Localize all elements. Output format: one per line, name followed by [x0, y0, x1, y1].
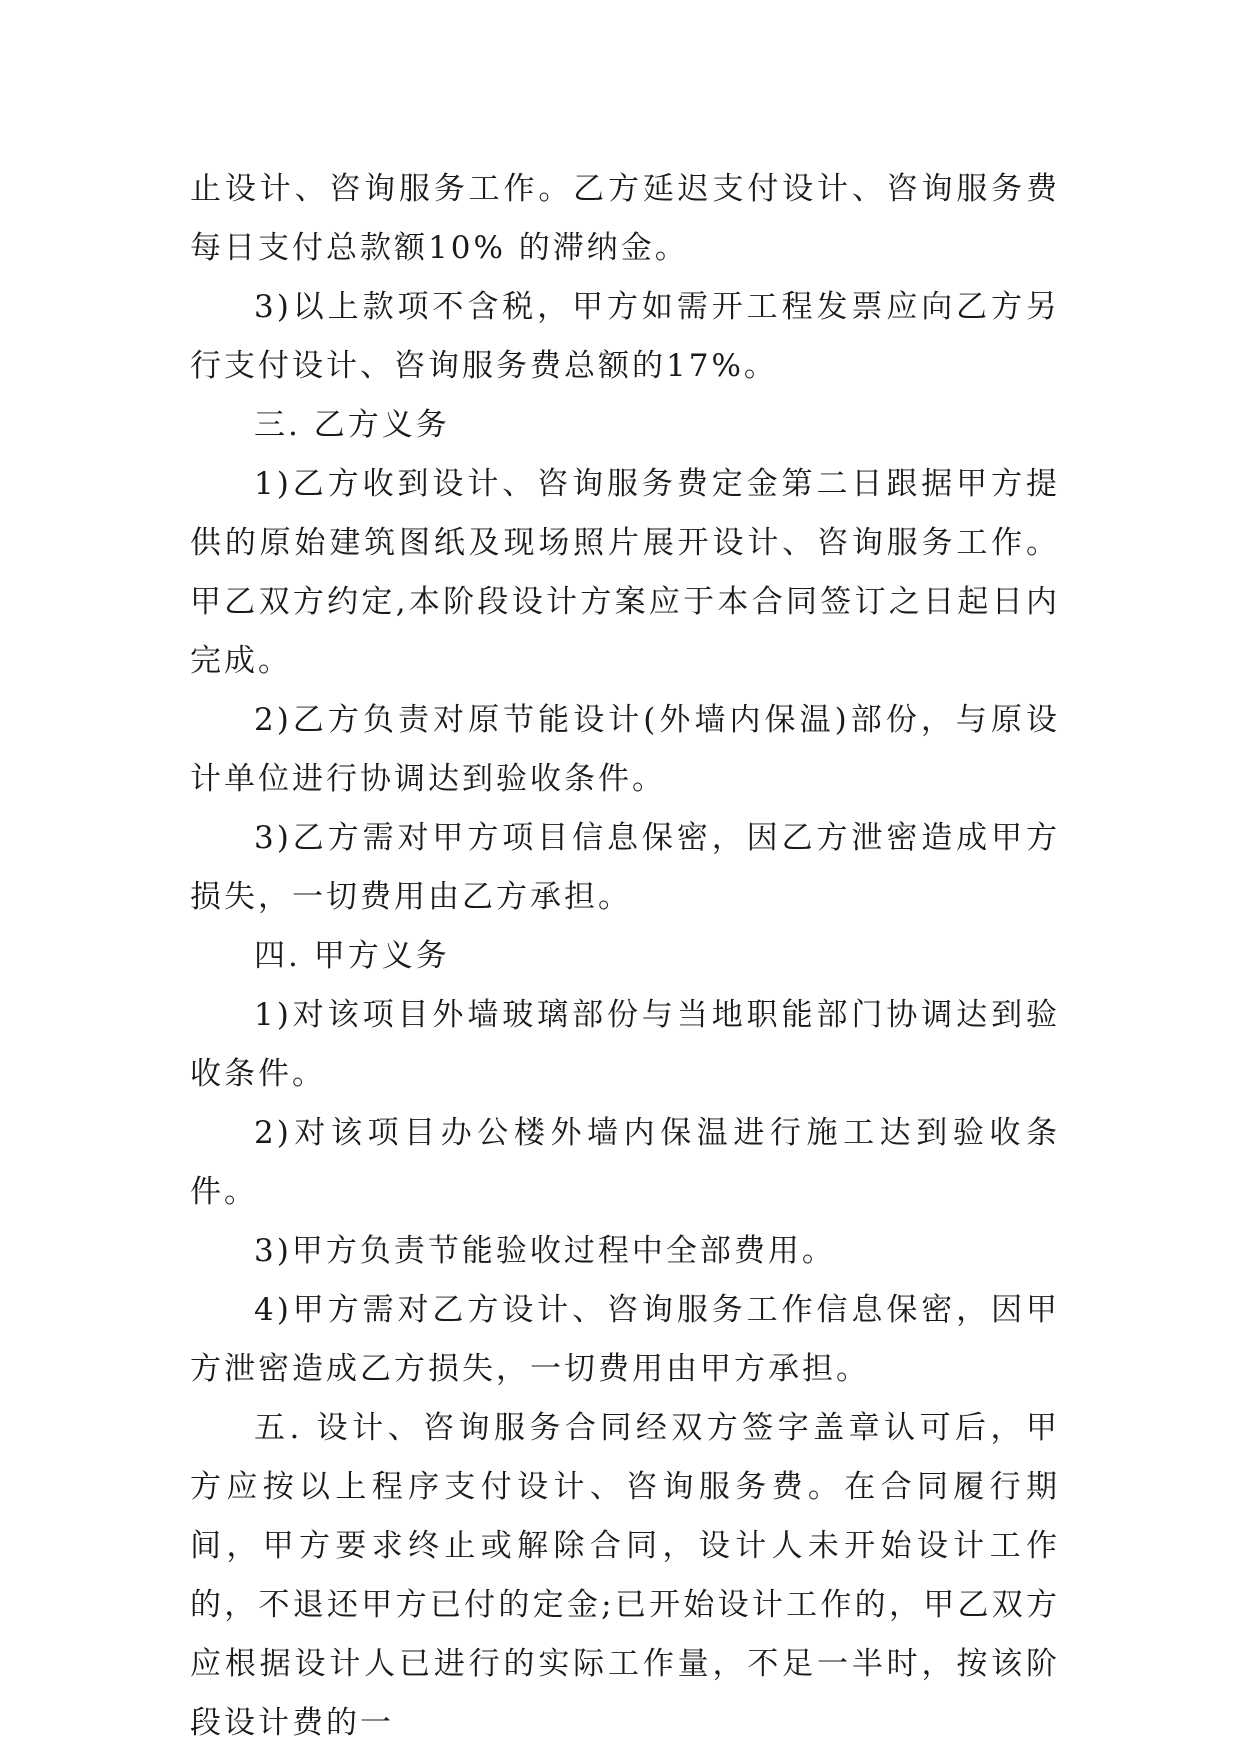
section-heading-party-a-obligations: 四. 甲方义务: [254, 938, 450, 974]
paragraph-party-b-obligation-1: 1)乙方收到设计、咨询服务费定金第二日跟据甲方提供的原始建筑图纸及现场照片展开设计、咨询服务工作。甲乙双方约定,本阶段设计方案应于本合同签订之日起日内完成。: [190, 466, 1060, 679]
paragraph-tax-clause: 3)以上款项不含税，甲方如需开工程发票应向乙方另行支付设计、咨询服务费总额的17%。: [190, 289, 1060, 384]
paragraph-party-a-obligation-4: 4)甲方需对乙方设计、咨询服务工作信息保密，因甲方泄密造成乙方损失，一切费用由甲方承担。: [190, 1292, 1060, 1387]
section-heading-party-b-obligations: 三. 乙方义务: [254, 407, 450, 443]
paragraph-party-a-obligation-3: 3)甲方负责节能验收过程中全部费用。: [254, 1233, 836, 1269]
paragraph-party-b-obligation-2: 2)乙方负责对原节能设计(外墙内保温)部份，与原设计单位进行协调达到验收条件。: [190, 702, 1060, 797]
paragraph-party-b-obligation-3: 3)乙方需对甲方项目信息保密，因乙方泄密造成甲方损失，一切费用由乙方承担。: [190, 820, 1060, 915]
paragraph-party-a-obligation-1: 1)对该项目外墙玻璃部份与当地职能部门协调达到验收条件。: [190, 997, 1060, 1092]
document-body: [190, 160, 1060, 1753]
section-five-termination-clause: 五. 设计、咨询服务合同经双方签字盖章认可后，甲方应按以上程序支付设计、咨询服务费。在合同履行期间，甲方要求终止或解除合同，设计人未开始设计工作的，不退还甲方已付的定金;已开始设计工作的，甲乙双方应根据设计人已进行的实际工作量，不足一半时，按该阶段设计费的一: [190, 1410, 1060, 1741]
paragraph-payment-late-fee: 止设计、咨询服务工作。乙方延迟支付设计、咨询服务费每日支付总款额10% 的滞纳金。: [190, 171, 1060, 266]
paragraph-party-a-obligation-2: 2)对该项目办公楼外墙内保温进行施工达到验收条件。: [190, 1115, 1060, 1210]
